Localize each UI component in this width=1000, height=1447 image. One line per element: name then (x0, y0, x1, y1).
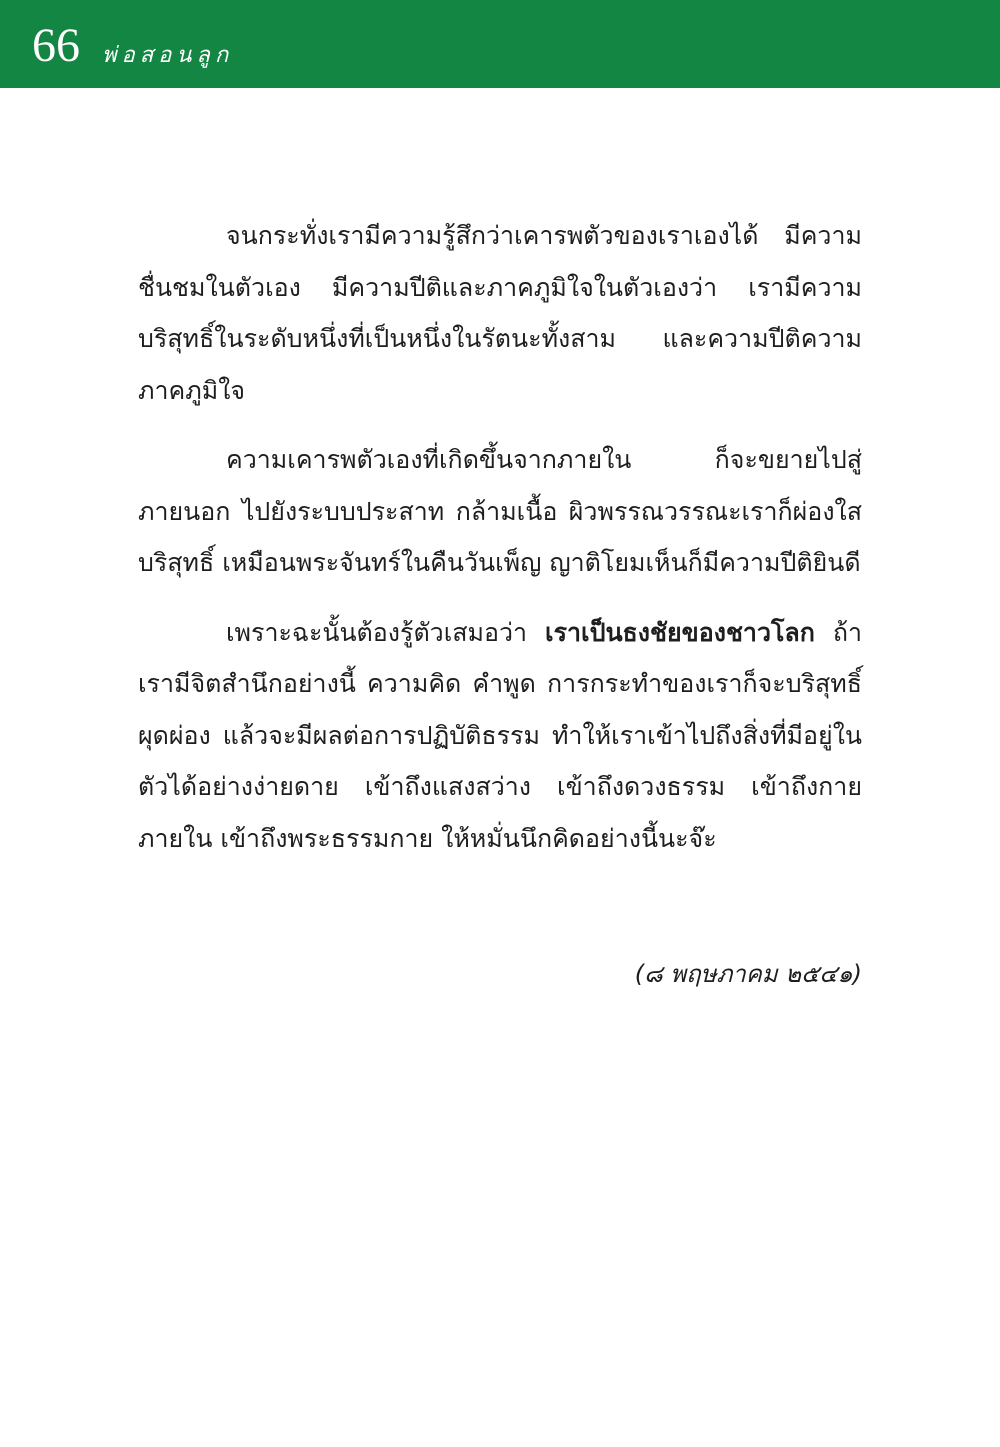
paragraph-3 (138, 607, 862, 865)
emphasis-text: เราเป็นธงชัยของชาวโลก (545, 617, 815, 647)
paragraph-1: จนกระทั่งเรามีความรู้สึกว่าเคารพตัวของเราเองได้ มีความชื่นชมในตัวเอง มีความปีติและภาคภูมิใจในตัวเองว่า เรามีความบริสุทธิ์ในระดับหนึ่งที่เป็นหนึ่งในรัตนะทั้งสาม และความปีติความภาคภูมิใจ (138, 221, 862, 405)
paragraph-2: ความเคารพตัวเองที่เกิดขึ้นจากภายใน ก็จะขยายไปสู่ภายนอก ไปยังระบบประสาท กล้ามเนื้อ ผิวพรรณวรรณะเราก็ผ่องใส บริสุทธิ์ เหมือนพระจันทร์ในคืนวันเพ็ญ ญาติโยมเห็นก็มีความปีติยินดี (138, 445, 862, 577)
paragraph-3-lead: เพราะฉะนั้นต้องรู้ตัวเสมอว่า (226, 617, 546, 647)
header-bar (0, 0, 1000, 88)
date-line: (๘ พฤษภาคม ๒๕๔๑) (634, 960, 862, 988)
paragraph-3-rest: ถ้าเรามีจิตสำนึกอย่างนี้ ความคิด คำพูด การกระทำของเราก็จะบริสุทธิ์ผุดผ่อง แล้วจะมีผลต่อการปฏิบัติธรรม ทำให้เราเข้าไปถึงสิ่งที่มีอยู่ในตัวได้อย่างง่ายดาย เข้าถึงแสงสว่าง เข้าถึงดวงธรรม เข้าถึงกายภายใน เข้าถึงพระธรรมกาย ให้หมั่นนึกคิดอย่างนี้นะจ๊ะ (138, 617, 862, 853)
page-number: 66 (32, 19, 80, 72)
book-title: พ่อสอนลูก (102, 43, 234, 68)
body-text (138, 210, 862, 882)
